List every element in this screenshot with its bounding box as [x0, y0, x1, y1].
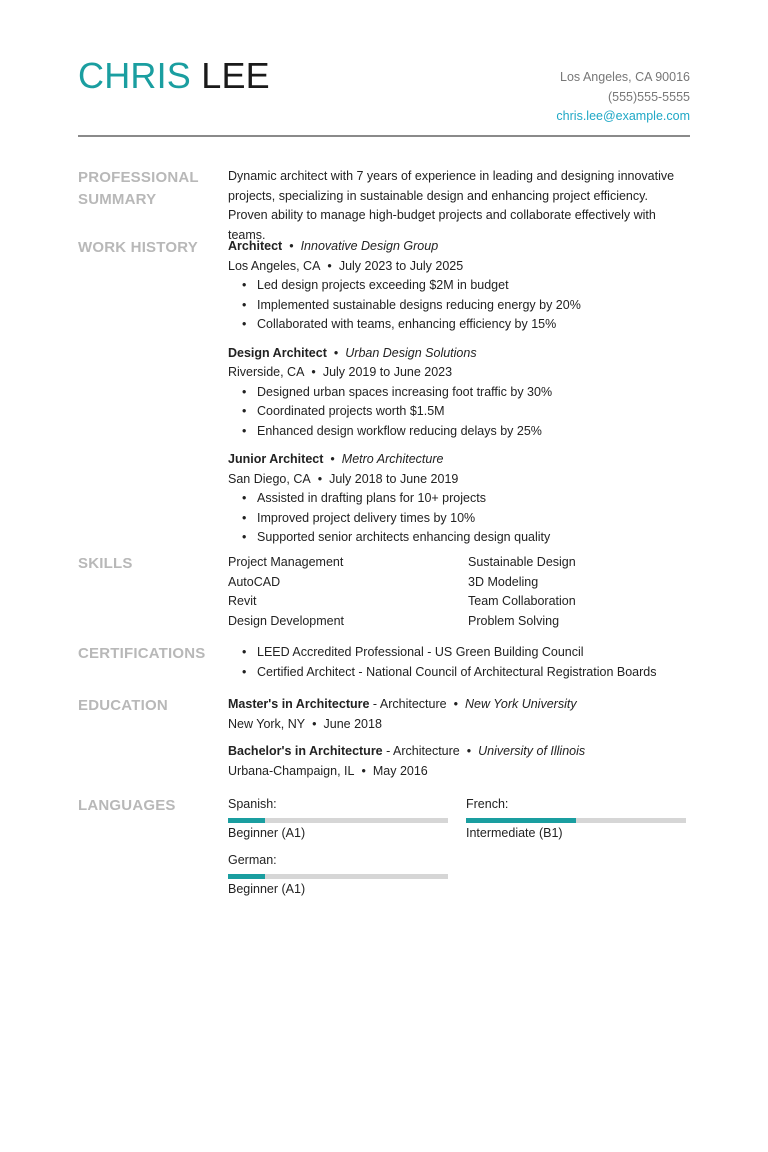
job-entry	[228, 237, 690, 335]
skill-item: Sustainable Design	[468, 555, 576, 569]
list-item: • Certified Architect - National Council of Architectural Registration Boards	[257, 663, 690, 683]
job-bullets	[228, 383, 690, 442]
school-name: University of Illinois	[478, 744, 586, 758]
school-location: Urbana-Champaign, IL	[228, 763, 355, 778]
separator: •	[333, 345, 339, 360]
separator: •	[361, 763, 366, 778]
proficiency-fill	[466, 818, 576, 823]
section-title: SKILLS	[78, 555, 133, 572]
list-item: • Coordinated projects worth $1.5M	[257, 402, 690, 422]
degree: Bachelor's in Architecture	[228, 744, 383, 758]
address: Los Angeles, CA 90016	[560, 70, 690, 84]
job-heading	[228, 344, 690, 364]
section-title: CERTIFICATIONS	[78, 645, 206, 662]
language-name: French:	[466, 797, 509, 811]
education-location-date	[228, 762, 690, 782]
education-location-date	[228, 715, 690, 735]
language-level: Beginner (A1)	[228, 882, 306, 896]
language-name: German:	[228, 853, 277, 867]
education-entry	[228, 742, 690, 781]
phone: (555)555-5555	[607, 89, 690, 104]
language-entry	[466, 795, 690, 847]
work-history-list	[228, 237, 690, 557]
field-of-study: - Architecture	[382, 744, 460, 758]
school-location: New York, NY	[228, 716, 306, 731]
job-location: Riverside, CA	[228, 365, 305, 379]
job-location: San Diego, CA	[228, 471, 311, 486]
skill-item: Project Management	[228, 555, 344, 569]
skill-item: Revit	[228, 594, 257, 608]
email-link[interactable]: chris.lee@example.com	[556, 109, 690, 123]
skill-item: Design Development	[228, 613, 345, 628]
job-dates: July 2018 to June 2019	[329, 471, 459, 486]
list-item: • Designed urban spaces increasing foot traffic by 30%	[257, 383, 690, 403]
separator: •	[327, 258, 332, 273]
job-entry	[228, 450, 690, 548]
job-dates: July 2023 to July 2025	[338, 258, 464, 273]
language-level: Intermediate (B1)	[466, 826, 563, 840]
section-summary	[78, 167, 690, 242]
proficiency-bar	[228, 818, 448, 823]
languages-list	[228, 795, 690, 903]
separator: •	[311, 365, 316, 379]
education-entry	[228, 695, 690, 734]
section-title: EDUCATION	[78, 697, 168, 714]
summary-text: Dynamic architect with 7 years of experience in leading and designing innovative projects, specializing in sustainable design and enhancing project efficiency. Proven ability to manage high-budget projects and collaborate effectively with teams.	[228, 169, 675, 242]
separator: •	[453, 697, 458, 711]
list-item: • Supported senior architects enhancing design quality	[257, 528, 690, 548]
job-heading	[228, 237, 690, 257]
header-divider	[78, 135, 690, 137]
separator: •	[312, 716, 317, 731]
job-heading	[228, 450, 690, 470]
degree: Master's in Architecture	[228, 697, 370, 711]
contact-info	[556, 68, 690, 127]
language-name: Spanish:	[228, 797, 277, 811]
language-entry	[228, 795, 466, 847]
list-item: • Improved project delivery times by 10%	[257, 509, 690, 529]
section-education	[78, 695, 690, 785]
skill-item: 3D Modeling	[468, 574, 539, 589]
job-bullets	[228, 489, 690, 548]
job-bullets	[228, 276, 690, 335]
skill-item: Problem Solving	[468, 613, 560, 628]
proficiency-bar	[466, 818, 686, 823]
separator: •	[317, 471, 323, 486]
list-item: • Led design projects exceeding $2M in budget	[257, 276, 690, 296]
field-of-study: - Architecture	[369, 697, 447, 711]
list-item: • Assisted in drafting plans for 10+ projects	[257, 489, 690, 509]
proficiency-bar	[228, 874, 448, 879]
resume-header	[78, 52, 690, 136]
company-name: Metro Architecture	[341, 452, 444, 466]
job-title: Architect	[228, 239, 283, 253]
company-name: Innovative Design Group	[300, 239, 439, 253]
skills-list	[228, 553, 690, 631]
list-item: • Collaborated with teams, enhancing efficiency by 15%	[257, 315, 690, 335]
job-entry	[228, 344, 690, 442]
list-item: • LEED Accredited Professional - US Green Building Council	[257, 643, 690, 663]
certifications-body	[228, 643, 690, 682]
job-dates: July 2019 to June 2023	[322, 365, 453, 379]
first-name: CHRIS	[78, 55, 192, 96]
education-heading	[228, 695, 690, 715]
skill-item: Team Collaboration	[468, 594, 576, 608]
job-location-dates	[228, 470, 690, 490]
section-title: PROFESSIONAL SUMMARY	[78, 169, 199, 208]
job-location-dates	[228, 257, 690, 277]
graduation-date: June 2018	[323, 716, 382, 731]
separator: •	[330, 452, 335, 466]
certifications-list	[228, 643, 690, 682]
list-item: • Implemented sustainable designs reducing energy by 20%	[257, 296, 690, 316]
school-name: New York University	[464, 697, 577, 711]
education-heading	[228, 742, 690, 762]
list-item: • Enhanced design workflow reducing delays by 25%	[257, 422, 690, 442]
candidate-name	[78, 56, 270, 96]
language-level: Beginner (A1)	[228, 826, 306, 840]
education-list	[228, 695, 690, 789]
company-name: Urban Design Solutions	[345, 345, 477, 360]
proficiency-fill	[228, 818, 265, 823]
job-location: Los Angeles, CA	[228, 258, 321, 273]
section-languages	[78, 795, 690, 905]
section-title: WORK HISTORY	[78, 239, 198, 256]
section-skills	[78, 553, 690, 633]
skill-item: AutoCAD	[228, 574, 281, 589]
job-title: Junior Architect	[228, 452, 324, 466]
last-name: LEE	[201, 55, 270, 96]
language-entry	[228, 851, 466, 903]
section-certifications	[78, 643, 690, 685]
graduation-date: May 2016	[372, 763, 428, 778]
job-title: Design Architect	[228, 345, 327, 360]
proficiency-fill	[228, 874, 265, 879]
job-location-dates	[228, 363, 690, 383]
section-work-history	[78, 237, 690, 547]
separator: •	[466, 744, 472, 758]
section-title: LANGUAGES	[78, 797, 176, 814]
separator: •	[289, 239, 294, 253]
